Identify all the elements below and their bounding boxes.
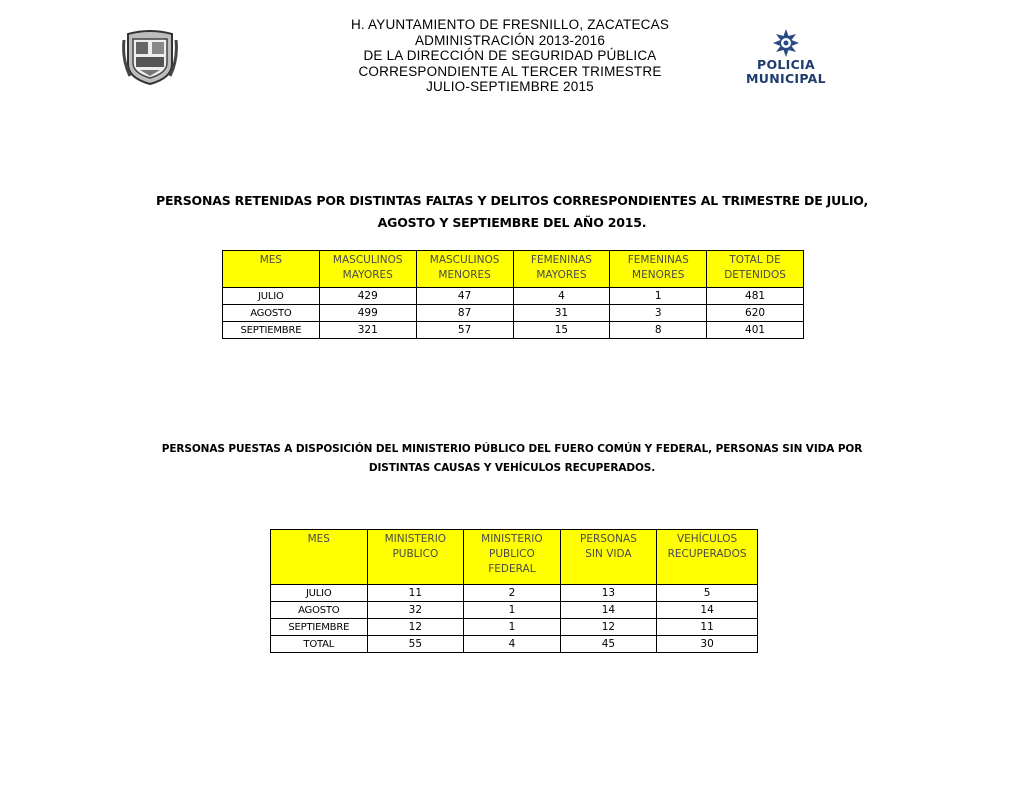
table-row-agosto [271,602,758,619]
table-cell: 30 [657,636,758,653]
row-label: AGOSTO [223,305,320,322]
row-label: SEPTIEMBRE [271,619,368,636]
table-cell: 32 [367,602,464,619]
table-cell: 15 [513,322,610,339]
table-cell: 5 [657,585,758,602]
col-header-vehiculos-recuperados: VEHÍCULOS RECUPERADOS [657,530,758,585]
section1-title [100,190,924,234]
section2-title-line2: DISTINTAS CAUSAS Y VEHÍCULOS RECUPERADOS. [368,462,656,474]
col-header-mes: MES [223,251,320,288]
col-header-total-detenidos: TOTAL DE DETENIDOS [707,251,804,288]
table-cell: 11 [657,619,758,636]
col-header-personas-sin-vida: PERSONAS SIN VIDA [560,530,657,585]
table-cell: 31 [513,305,610,322]
police-star-icon [771,28,801,58]
section2-title [100,440,924,478]
table-row-julio [271,585,758,602]
col-header-ministerio-publico-federal: MINISTERIO PUBLICO FEDERAL [464,530,561,585]
table-row-agosto [223,305,804,322]
coat-of-arms-logo [122,30,178,86]
table-header-row [271,530,758,585]
table-cell: 620 [707,305,804,322]
table-cell: 11 [367,585,464,602]
police-logo-line1: POLICIA [756,57,815,72]
table-header-row [223,251,804,288]
col-header-ministerio-publico: MINISTERIO PUBLICO [367,530,464,585]
table-cell: 4 [464,636,561,653]
document-header [300,17,720,95]
row-label: TOTAL [271,636,368,653]
police-logo [745,28,827,86]
row-label: JULIO [271,585,368,602]
header-line-quarter: CORRESPONDIENTE AL TERCER TRIMESTRE [358,63,662,79]
header-line-period: JULIO-SEPTIEMBRE 2015 [426,79,594,94]
row-label: AGOSTO [271,602,368,619]
section1-title-line1: PERSONAS RETENIDAS POR DISTINTAS FALTAS Y DELITOS CORRESPONDIENTES AL TRIMESTRE DE JULIO, [156,193,868,208]
col-header-mes: MES [271,530,368,585]
police-logo-line2: MUNICIPAL [746,71,826,86]
section1-title-line2: AGOSTO Y SEPTIEMBRE DEL AÑO 2015. [377,215,647,230]
detained-persons-table [222,250,804,339]
row-label: SEPTIEMBRE [223,322,320,339]
table-cell: 57 [416,322,513,339]
table-row-septiembre [223,322,804,339]
table-cell: 14 [560,602,657,619]
table-cell: 12 [367,619,464,636]
table-row-total [271,636,758,653]
table-cell: 45 [560,636,657,653]
table-row-septiembre [271,619,758,636]
table-cell: 1 [464,619,561,636]
col-header-masculinos-menores: MASCULINOS MENORES [416,251,513,288]
header-line-directorate: DE LA DIRECCIÓN DE SEGURIDAD PÚBLICA [363,48,657,63]
col-header-femeninas-menores: FEMENINAS MENORES [610,251,707,288]
table-cell: 429 [319,288,416,305]
table-cell: 12 [560,619,657,636]
table-cell: 87 [416,305,513,322]
table-cell: 13 [560,585,657,602]
table-row-julio [223,288,804,305]
table-cell: 321 [319,322,416,339]
table-cell: 8 [610,322,707,339]
header-line-municipality: H. AYUNTAMIENTO DE FRESNILLO, ZACATECAS [350,17,670,32]
col-header-masculinos-mayores: MASCULINOS MAYORES [319,251,416,288]
table-cell: 3 [610,305,707,322]
ministry-cases-table [270,529,758,653]
header-line-administration: ADMINISTRACIÓN 2013-2016 [414,32,606,48]
table-cell: 1 [464,602,561,619]
table-cell: 2 [464,585,561,602]
table-cell: 401 [707,322,804,339]
table-cell: 1 [610,288,707,305]
table-cell: 481 [707,288,804,305]
table-cell: 55 [367,636,464,653]
col-header-femeninas-mayores: FEMENINAS MAYORES [513,251,610,288]
table-cell: 4 [513,288,610,305]
row-label: JULIO [223,288,320,305]
table-cell: 14 [657,602,758,619]
table-cell: 47 [416,288,513,305]
section2-title-line1: PERSONAS PUESTAS A DISPOSICIÓN DEL MINISTERIO PÚBLICO DEL FUERO COMÚN Y FEDERAL, PERSONAS SIN VIDA POR [161,443,863,455]
table-cell: 499 [319,305,416,322]
